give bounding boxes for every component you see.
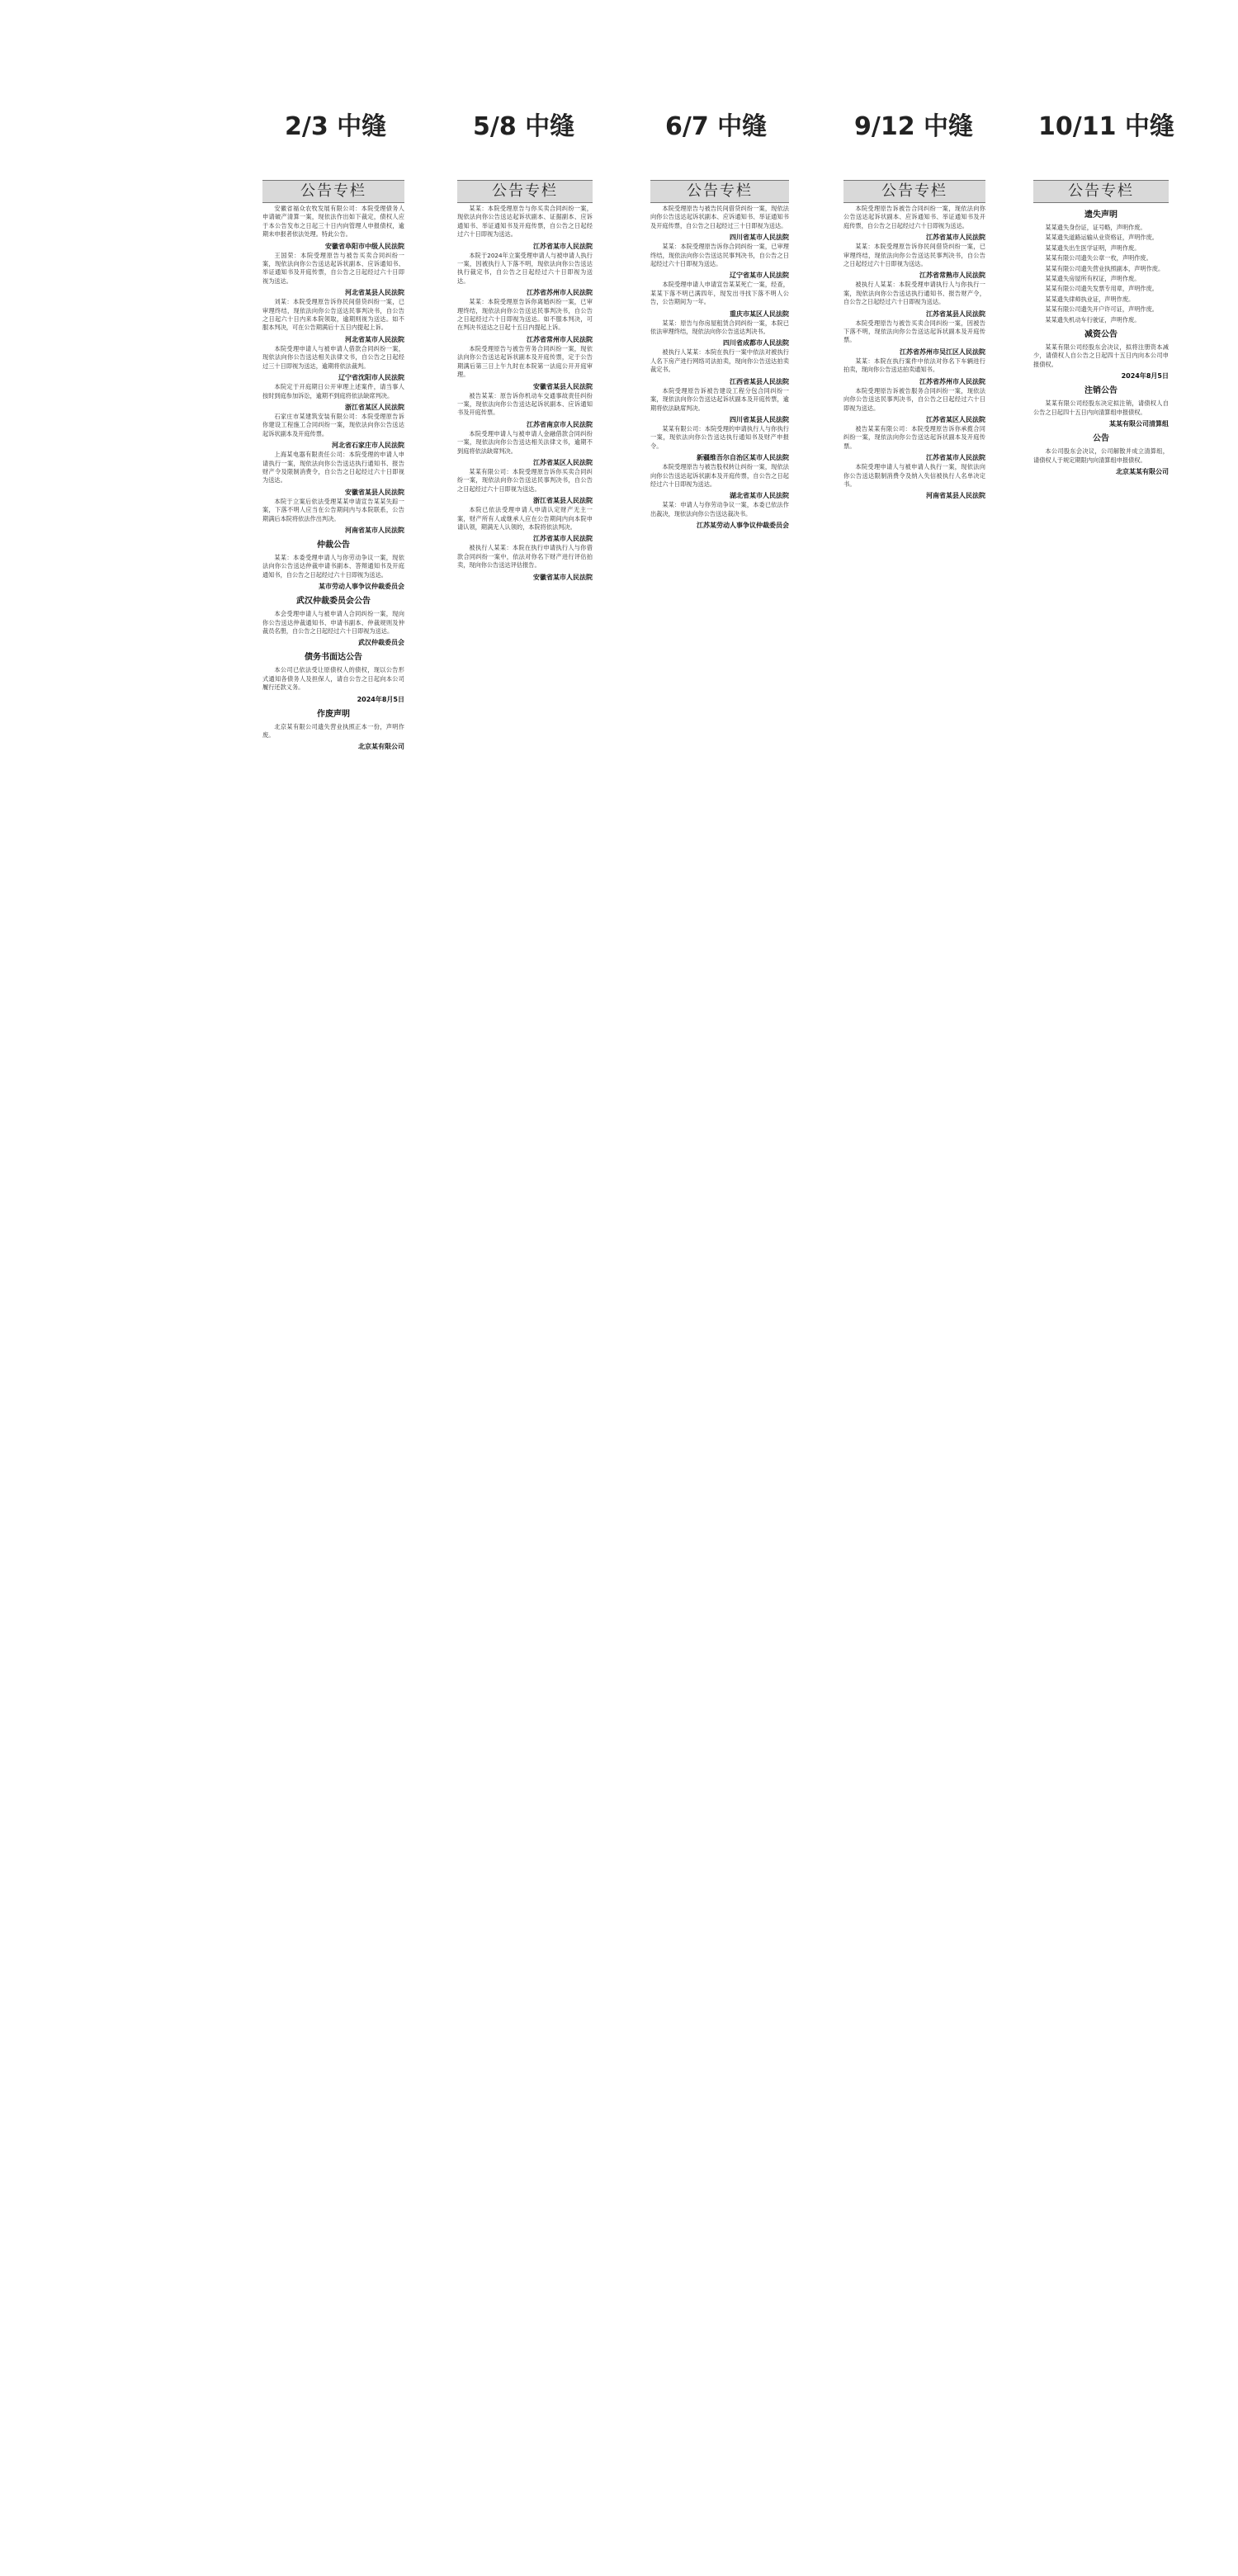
notice-banner: 公告专栏 xyxy=(1033,180,1169,203)
notice-column-2 xyxy=(457,180,593,2549)
notice-signature: 江苏省某县人民法院 xyxy=(926,310,985,318)
notice-paragraph: 某某：申请人与你劳动争议一案，本委已依法作出裁决，现依法向你公告送达裁决书。 xyxy=(650,501,789,518)
notice-signature: 江苏省常熟市人民法院 xyxy=(919,272,985,280)
notice-signature: 北京某有限公司 xyxy=(358,743,404,751)
notice-paragraph: 本院受理原告诉被告建设工程分包合同纠纷一案，现依法向你公告送达起诉状副本及开庭传票，逾期将依法缺席判决。 xyxy=(650,386,789,412)
notice-signature: 2024年8月5日 xyxy=(357,695,404,703)
notice-signature: 新疆维吾尔自治区某市人民法院 xyxy=(697,454,789,462)
notice-signature: 江苏某劳动人事争议仲裁委员会 xyxy=(697,522,789,530)
notice-signature: 四川省某市人民法院 xyxy=(730,234,789,242)
notice-signature: 辽宁省沈阳市人民法院 xyxy=(338,374,404,382)
notice-paragraph: 某某：本院受理原告与你买卖合同纠纷一案，现依法向你公告送达起诉状副本、证据副本、应诉通知书、举证通知书及开庭传票，自公告之日起经过六十日即视为送达。 xyxy=(457,205,593,239)
notice-paragraph: 本会受理申请人与被申请人合同纠纷一案，现向你公告送达仲裁通知书、申请书副本、仲裁规则及仲裁员名册，自公告之日起经过六十日即视为送达。 xyxy=(262,610,404,635)
notice-paragraph: 某某有限公司：本院受理的申请执行人与你执行一案，现依法向你公告送达执行通知书及财产申报令。 xyxy=(650,424,789,450)
section-title: 注销公告 xyxy=(1084,386,1118,396)
column-header-1: 2/3 中缝 xyxy=(285,112,387,141)
section-title: 仲裁公告 xyxy=(317,540,350,550)
notice-paragraph: 本院于2024年立案受理申请人与被申请人执行一案，因被执行人下落不明，现依法向你公告送达执行裁定书，自公告之日起经过六十日即视为送达。 xyxy=(457,251,593,285)
notice-signature: 江苏省某市人民法院 xyxy=(533,242,593,250)
notice-paragraph: 本院已依法受理申请人申请认定财产无主一案，财产所有人或继承人应在公告期间内向本院申请认领，期满无人认领的，本院将依法判决。 xyxy=(457,506,593,531)
notice-paragraph: 某某：本院受理原告诉你合同纠纷一案，已审理终结，现依法向你公告送达民事判决书，自公告之日起经过六十日即视为送达。 xyxy=(650,243,789,268)
notice-signature: 江苏省某区人民法院 xyxy=(926,415,985,423)
notice-body xyxy=(1033,205,1169,2549)
notice-paragraph: 某某遗失房屋所有权证，声明作废。 xyxy=(1045,275,1141,283)
notice-paragraph: 本院受理原告与被告劳务合同纠纷一案，现依法向你公告送达起诉状副本及开庭传票，定于公告期满后第三日上午九时在本院第一法庭公开开庭审理。 xyxy=(457,344,593,379)
notice-paragraph: 被执行人某某：本院受理申请执行人与你执行一案，现依法向你公告送达执行通知书、报告财产令，自公告之日起经过六十日即视为送达。 xyxy=(843,281,985,306)
notice-paragraph: 被告某某：原告诉你机动车交通事故责任纠纷一案，现依法向你公告送达起诉状副本、应诉通知书及开庭传票。 xyxy=(457,391,593,417)
notice-signature: 浙江省某区人民法院 xyxy=(345,403,404,411)
section-title: 作废声明 xyxy=(317,709,350,719)
notice-paragraph: 本院受理原告与被告买卖合同纠纷一案，因被告下落不明，现依法向你公告送达起诉状副本及开庭传票。 xyxy=(843,319,985,344)
notice-signature: 四川省成都市人民法院 xyxy=(723,339,789,347)
notice-signature: 江苏省某区人民法院 xyxy=(533,458,593,466)
notice-paragraph: 本院受理原告诉被告合同纠纷一案，现依法向你公告送达起诉状副本、应诉通知书、举证通知书及开庭传票，自公告之日起经过六十日即视为送达。 xyxy=(843,205,985,229)
notice-signature: 江苏省常州市人民法院 xyxy=(527,335,593,343)
notice-paragraph: 本院受理申请人与被申请人借款合同纠纷一案，现依法向你公告送达相关法律文书，自公告之日起经过三十日即视为送达，逾期将依法裁判。 xyxy=(262,344,404,370)
notice-signature: 江苏省某市人民法院 xyxy=(926,234,985,242)
notice-signature: 河南省某市人民法院 xyxy=(345,526,404,534)
notice-paragraph: 本院于立案后依法受理某某申请宣告某某失踪一案，下落不明人应当在公告期间内与本院联系，公告期满后本院将依法作出判决。 xyxy=(262,497,404,522)
notice-banner: 公告专栏 xyxy=(457,180,593,203)
notice-signature: 江苏省苏州市人民法院 xyxy=(527,289,593,297)
notice-signature: 辽宁省某市人民法院 xyxy=(730,272,789,280)
notice-signature: 江西省某县人民法院 xyxy=(730,377,789,385)
notice-signature: 重庆市某区人民法院 xyxy=(730,310,789,318)
notice-paragraph: 某某遗失道路运输从业资格证，声明作废。 xyxy=(1045,234,1158,242)
notice-paragraph: 某某：本院在执行案件中依法对你名下车辆进行拍卖，现向你公告送达拍卖通知书。 xyxy=(843,357,985,374)
notice-body xyxy=(262,205,404,2549)
notice-paragraph: 某某有限公司遗失营业执照副本，声明作废。 xyxy=(1045,264,1165,272)
notice-signature: 河南省某县人民法院 xyxy=(926,492,985,500)
notice-paragraph: 某某：原告与你房屋租赁合同纠纷一案，本院已依法审理终结，现依法向你公告送达判决书。 xyxy=(650,319,789,336)
notice-paragraph: 本院受理原告与被告民间借贷纠纷一案，现依法向你公告送达起诉状副本、应诉通知书、举证通知书及开庭传票，自公告之日起经过三十日即视为送达。 xyxy=(650,205,789,229)
notice-signature: 江苏省某市人民法院 xyxy=(533,535,593,543)
notice-paragraph: 北京某有限公司遗失营业执照正本一份，声明作废。 xyxy=(262,722,404,740)
notice-signature: 武汉仲裁委员会 xyxy=(358,639,404,647)
notice-paragraph: 某某遗失出生医学证明，声明作废。 xyxy=(1045,243,1141,252)
notice-signature: 北京某某有限公司 xyxy=(1116,467,1169,475)
notice-paragraph: 本院受理原告与被告股权转让纠纷一案，现依法向你公告送达起诉状副本及开庭传票，自公告之日起经过六十日即视为送达。 xyxy=(650,463,789,488)
notice-body xyxy=(457,205,593,2549)
notice-signature: 河北省某市人民法院 xyxy=(345,335,404,343)
column-header-4: 9/12 中缝 xyxy=(854,112,974,141)
notice-signature: 河北省某县人民法院 xyxy=(345,289,404,297)
section-title: 遗失声明 xyxy=(1084,210,1118,220)
notice-banner: 公告专栏 xyxy=(650,180,789,203)
notice-banner: 公告专栏 xyxy=(262,180,404,203)
notice-paragraph: 某某：本委受理申请人与你劳动争议一案，现依法向你公告送达仲裁申请书副本、答辩通知书及开庭通知书，自公告之日起经过六十日即视为送达。 xyxy=(262,553,404,579)
notice-paragraph: 本院受理申请人申请宣告某某死亡一案，经查，某某下落不明已满四年，现发出寻找下落不明人公告，公告期间为一年。 xyxy=(650,281,789,306)
notice-paragraph: 某某有限公司遗失发票专用章，声明作废。 xyxy=(1045,285,1158,293)
notice-paragraph: 上海某电器有限责任公司：本院受理的申请人申请执行一案，现依法向你公告送达执行通知书、报告财产令及限制消费令，自公告之日起经过六十日即视为送达。 xyxy=(262,451,404,484)
notice-signature: 某市劳动人事争议仲裁委员会 xyxy=(319,583,404,591)
notice-paragraph: 某某有限公司经股东决定拟注销，请债权人自公告之日起四十五日内向清算组申报债权。 xyxy=(1033,399,1169,416)
notice-signature: 2024年8月5日 xyxy=(1121,372,1169,380)
notice-paragraph: 安徽省福众农牧发展有限公司：本院受理债务人申请破产清算一案，现依法作出如下裁定，债权人应于本公告发布之日起三十日内向管理人申报债权，逾期未申报者依法处理。特此公告。 xyxy=(262,205,404,239)
notice-paragraph: 本院定于开庭期日公开审理上述案件，请当事人按时到庭参加诉讼，逾期不到庭将依法缺席判决。 xyxy=(262,383,404,399)
notice-signature: 安徽省某县人民法院 xyxy=(533,382,593,390)
notice-signature: 河北省石家庄市人民法院 xyxy=(332,442,404,450)
notice-body xyxy=(650,205,789,2549)
notice-signature: 安徽省某县人民法院 xyxy=(345,488,404,496)
notice-paragraph: 某某有限公司：本院受理原告诉你买卖合同纠纷一案，现依法向你公告送达民事判决书，自公告之日起经过六十日即视为送达。 xyxy=(457,467,593,493)
notice-signature: 浙江省某县人民法院 xyxy=(533,497,593,505)
notice-signature: 江苏省某市人民法院 xyxy=(926,454,985,462)
notice-paragraph: 本公司已依法受让原债权人的债权，现以公告形式通知各债务人及担保人，请自公告之日起向本公司履行还款义务。 xyxy=(262,666,404,692)
notice-body xyxy=(843,205,985,2549)
notice-paragraph: 某某有限公司经股东会决议，拟将注册资本减少，请债权人自公告之日起四十五日内向本公司申报债权。 xyxy=(1033,343,1169,368)
notice-paragraph: 某某遗失律师执业证，声明作废。 xyxy=(1045,295,1135,303)
notice-paragraph: 被告某某有限公司：本院受理原告诉你承揽合同纠纷一案，现依法向你公告送达起诉状副本及开庭传票。 xyxy=(843,424,985,450)
notice-paragraph: 某某有限公司遗失公章一枚，声明作废。 xyxy=(1045,254,1152,262)
notice-paragraph: 本院受理申请人与被申请人执行一案，现依法向你公告送达限制消费令及纳入失信被执行人名单决定书。 xyxy=(843,463,985,488)
notice-signature: 某某有限公司清算组 xyxy=(1109,420,1169,428)
column-header-5: 10/11 中缝 xyxy=(1038,112,1174,141)
notice-signature: 湖北省某市人民法院 xyxy=(730,492,789,500)
notice-banner: 公告专栏 xyxy=(843,180,985,203)
notice-column-4 xyxy=(843,180,985,2549)
notice-paragraph: 某某遗失机动车行驶证，声明作废。 xyxy=(1045,315,1141,324)
section-title: 武汉仲裁委员会公告 xyxy=(296,597,371,607)
notice-paragraph: 某某：本院受理原告诉你离婚纠纷一案，已审理终结，现依法向你公告送达民事判决书，自公告之日起经过六十日即视为送达。如不服本判决，可在判决书送达之日起十五日内提起上诉。 xyxy=(457,298,593,332)
notice-paragraph: 某某：本院受理原告诉你民间借贷纠纷一案，已审理终结，现依法向你公告送达民事判决书，自公告之日起经过六十日即视为送达。 xyxy=(843,243,985,268)
notice-signature: 安徽省阜阳市中级人民法院 xyxy=(325,242,404,250)
notice-paragraph: 石家庄市某建筑安装有限公司：本院受理原告诉你建设工程施工合同纠纷一案，现依法向你公告送达起诉状副本及开庭传票。 xyxy=(262,412,404,437)
notice-paragraph: 刘某：本院受理原告诉你民间借贷纠纷一案，已审理终结，现依法向你公告送达民事判决书，自公告之日起六十日内来本院领取，逾期则视为送达。如不服本判决，可在公告期满后十五日内提起上诉。 xyxy=(262,298,404,332)
notice-paragraph: 被执行人某某：本院在执行一案中依法对被执行人名下房产进行网络司法拍卖，现向你公告送达拍卖裁定书。 xyxy=(650,348,789,374)
notice-signature: 安徽省某市人民法院 xyxy=(533,573,593,581)
notice-column-3 xyxy=(650,180,789,2549)
notice-paragraph: 被执行人某某：本院在执行申请执行人与你借款合同纠纷一案中，依法对你名下财产进行评估拍卖，现向你公告送达评估报告。 xyxy=(457,544,593,570)
notice-paragraph: 本公司股东会决议，公司解散并成立清算组，请债权人于规定期限内向清算组申报债权。 xyxy=(1033,447,1169,464)
section-title: 债务书面达公告 xyxy=(305,653,362,663)
notice-signature: 江苏省苏州市人民法院 xyxy=(919,377,985,385)
column-header-3: 6/7 中缝 xyxy=(665,112,768,141)
notice-paragraph: 本院受理原告诉被告服务合同纠纷一案，现依法向你公告送达民事判决书，自公告之日起经过六十日即视为送达。 xyxy=(843,386,985,412)
notice-signature: 四川省某县人民法院 xyxy=(730,415,789,423)
notice-signature: 江苏省南京市人民法院 xyxy=(527,420,593,428)
notice-paragraph: 本院受理申请人与被申请人金融借款合同纠纷一案，现依法向你公告送达相关法律文书，逾期不到庭将依法缺席判决。 xyxy=(457,429,593,455)
section-title: 减资公告 xyxy=(1084,330,1118,340)
notice-column-1 xyxy=(262,180,404,2549)
notice-paragraph: 某某有限公司遗失开户许可证，声明作废。 xyxy=(1045,305,1158,314)
section-title: 公告 xyxy=(1093,434,1109,444)
notice-column-5 xyxy=(1033,180,1169,2549)
notice-paragraph: 王国荣：本院受理原告与被告买卖合同纠纷一案，现依法向你公告送达起诉状副本、应诉通知书、举证通知书及开庭传票，自公告之日起经过六十日即视为送达。 xyxy=(262,251,404,285)
notice-signature: 江苏省苏州市吴江区人民法院 xyxy=(900,347,985,356)
column-header-2: 5/8 中缝 xyxy=(473,112,575,141)
notice-paragraph: 某某遗失身份证，证号略，声明作废。 xyxy=(1045,224,1146,231)
